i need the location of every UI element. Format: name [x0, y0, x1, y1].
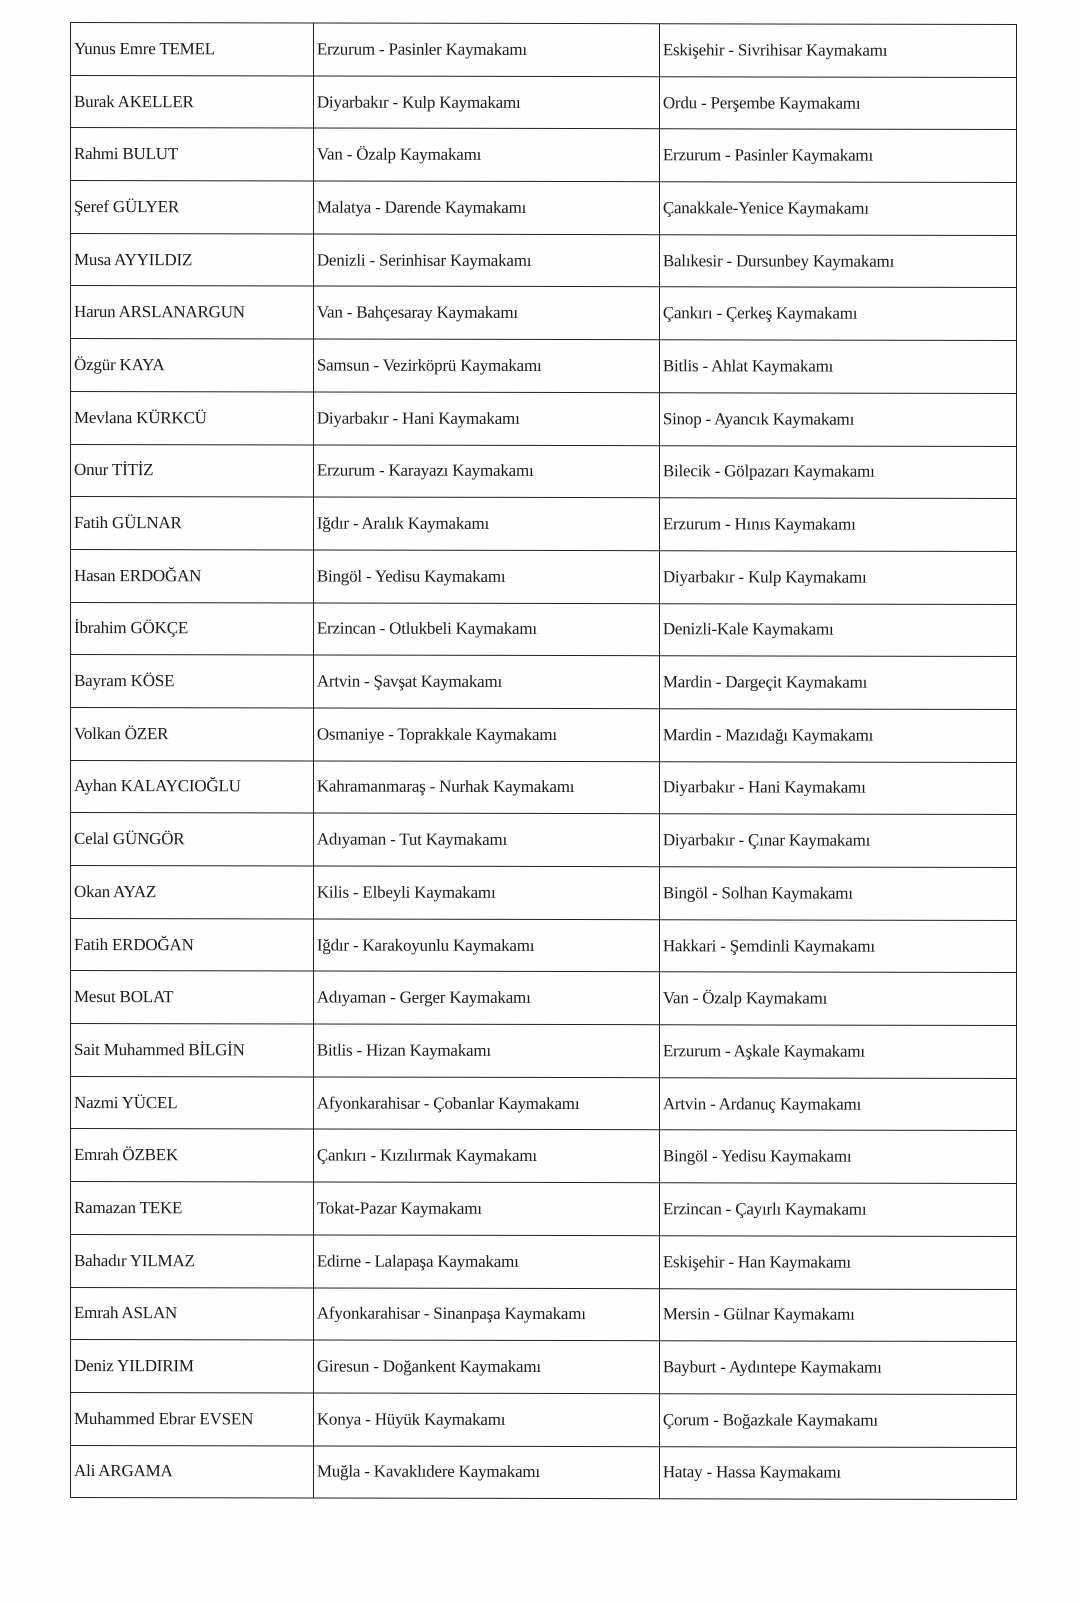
- table-row: [71, 286, 1017, 341]
- table-row: [71, 866, 1017, 921]
- new-post-cell: Diyarbakır - Hani Kaymakamı: [659, 761, 1016, 814]
- current-post-cell: Van - Özalp Kaymakamı: [313, 128, 659, 181]
- table-row: [71, 181, 1017, 236]
- new-post-cell: Erzurum - Pasinler Kaymakamı: [659, 129, 1016, 182]
- person-name-cell: Sait Muhammed BİLGİN: [71, 1024, 314, 1077]
- person-name-cell: Celal GÜNGÖR: [71, 813, 314, 866]
- person-name-cell: Harun ARSLANARGUN: [71, 286, 314, 339]
- new-post-cell: Mardin - Dargeçit Kaymakamı: [659, 656, 1016, 709]
- new-post-cell: Ordu - Perşembe Kaymakamı: [659, 76, 1016, 129]
- table-row: [71, 760, 1017, 815]
- current-post-cell: Giresun - Doğankent Kaymakamı: [313, 1340, 659, 1393]
- new-post-cell: Bingöl - Yedisu Kaymakamı: [659, 1130, 1016, 1183]
- person-name-cell: Bahadır YILMAZ: [71, 1234, 314, 1287]
- table-row: [71, 1182, 1017, 1237]
- person-name-cell: Ali ARGAMA: [71, 1445, 314, 1498]
- current-post-cell: Malatya - Darende Kaymakamı: [313, 181, 659, 234]
- table-row: [71, 391, 1017, 446]
- current-post-cell: Osmaniye - Toprakkale Kaymakamı: [313, 708, 659, 761]
- new-post-cell: Hatay - Hassa Kaymakamı: [659, 1446, 1016, 1499]
- table-row: [71, 23, 1017, 78]
- person-name-cell: Volkan ÖZER: [71, 707, 314, 760]
- person-name-cell: Hasan ERDOĞAN: [71, 549, 314, 602]
- table-row: [71, 1392, 1017, 1447]
- table-row: [71, 1234, 1017, 1289]
- person-name-cell: Rahmi BULUT: [71, 128, 314, 181]
- table-row: [71, 444, 1017, 499]
- new-post-cell: Çankırı - Çerkeş Kaymakamı: [659, 287, 1016, 340]
- person-name-cell: Onur TİTİZ: [71, 444, 314, 497]
- current-post-cell: Diyarbakır - Hani Kaymakamı: [313, 392, 659, 445]
- current-post-cell: Kahramanmaraş - Nurhak Kaymakamı: [313, 761, 659, 814]
- person-name-cell: Deniz YILDIRIM: [71, 1340, 314, 1393]
- person-name-cell: Mevlana KÜRKCÜ: [71, 391, 314, 444]
- current-post-cell: Konya - Hüyük Kaymakamı: [313, 1393, 659, 1446]
- new-post-cell: Hakkari - Şemdinli Kaymakamı: [659, 919, 1016, 972]
- new-post-cell: Denizli-Kale Kaymakamı: [659, 603, 1016, 656]
- current-post-cell: Artvin - Şavşat Kaymakamı: [313, 655, 659, 708]
- table-row: [71, 128, 1017, 183]
- person-name-cell: Bayram KÖSE: [71, 655, 314, 708]
- current-post-cell: Iğdır - Aralık Kaymakamı: [313, 497, 659, 550]
- current-post-cell: Afyonkarahisar - Sinanpaşa Kaymakamı: [313, 1288, 659, 1341]
- table-body: [71, 23, 1017, 1500]
- current-post-cell: Iğdır - Karakoyunlu Kaymakamı: [313, 919, 659, 972]
- new-post-cell: Eskişehir - Han Kaymakamı: [659, 1236, 1016, 1289]
- table-row: [71, 971, 1017, 1026]
- current-post-cell: Bitlis - Hizan Kaymakamı: [313, 1024, 659, 1077]
- new-post-cell: Bingöl - Solhan Kaymakamı: [659, 867, 1016, 920]
- current-post-cell: Afyonkarahisar - Çobanlar Kaymakamı: [313, 1077, 659, 1130]
- current-post-cell: Diyarbakır - Kulp Kaymakamı: [313, 76, 659, 129]
- person-name-cell: İbrahim GÖKÇE: [71, 602, 314, 655]
- person-name-cell: Emrah ASLAN: [71, 1287, 314, 1340]
- table-row: [71, 1129, 1017, 1184]
- person-name-cell: Yunus Emre TEMEL: [71, 23, 314, 76]
- new-post-cell: Artvin - Ardanuç Kaymakamı: [659, 1077, 1016, 1130]
- person-name-cell: Şeref GÜLYER: [71, 181, 314, 234]
- person-name-cell: Fatih GÜLNAR: [71, 497, 314, 550]
- new-post-cell: Erzurum - Hınıs Kaymakamı: [659, 498, 1016, 551]
- new-post-cell: Diyarbakır - Çınar Kaymakamı: [659, 814, 1016, 867]
- current-post-cell: Bingöl - Yedisu Kaymakamı: [313, 550, 659, 603]
- new-post-cell: Çanakkale-Yenice Kaymakamı: [659, 182, 1016, 235]
- table-row: [71, 1445, 1017, 1500]
- current-post-cell: Adıyaman - Tut Kaymakamı: [313, 813, 659, 866]
- new-post-cell: Çorum - Boğazkale Kaymakamı: [659, 1394, 1016, 1447]
- table-row: [71, 1287, 1017, 1342]
- new-post-cell: Bayburt - Aydıntepe Kaymakamı: [659, 1341, 1016, 1394]
- current-post-cell: Kilis - Elbeyli Kaymakamı: [313, 866, 659, 919]
- new-post-cell: Mersin - Gülnar Kaymakamı: [659, 1288, 1016, 1341]
- appointment-table: [70, 22, 1017, 1500]
- new-post-cell: Eskişehir - Sivrihisar Kaymakamı: [659, 24, 1016, 77]
- table-row: [71, 75, 1017, 130]
- new-post-cell: Van - Özalp Kaymakamı: [659, 972, 1016, 1025]
- table-row: [71, 1076, 1017, 1131]
- new-post-cell: Bilecik - Gölpazarı Kaymakamı: [659, 445, 1016, 498]
- person-name-cell: Musa AYYILDIZ: [71, 233, 314, 286]
- table-row: [71, 918, 1017, 973]
- person-name-cell: Ramazan TEKE: [71, 1182, 314, 1235]
- new-post-cell: Balıkesir - Dursunbey Kaymakamı: [659, 234, 1016, 287]
- current-post-cell: Muğla - Kavaklıdere Kaymakamı: [313, 1446, 659, 1499]
- new-post-cell: Bitlis - Ahlat Kaymakamı: [659, 340, 1016, 393]
- current-post-cell: Erzurum - Karayazı Kaymakamı: [313, 445, 659, 498]
- table-row: [71, 339, 1017, 394]
- table-row: [71, 1024, 1017, 1079]
- new-post-cell: Diyarbakır - Kulp Kaymakamı: [659, 551, 1016, 604]
- current-post-cell: Denizli - Serinhisar Kaymakamı: [313, 234, 659, 287]
- current-post-cell: Edirne - Lalapaşa Kaymakamı: [313, 1235, 659, 1288]
- table-row: [71, 707, 1017, 762]
- table-row: [71, 233, 1017, 288]
- person-name-cell: Okan AYAZ: [71, 866, 314, 919]
- new-post-cell: Mardin - Mazıdağı Kaymakamı: [659, 709, 1016, 762]
- new-post-cell: Sinop - Ayancık Kaymakamı: [659, 393, 1016, 446]
- person-name-cell: Muhammed Ebrar EVSEN: [71, 1392, 314, 1445]
- table-row: [71, 813, 1017, 868]
- table-row: [71, 549, 1017, 604]
- current-post-cell: Adıyaman - Gerger Kaymakamı: [313, 971, 659, 1024]
- new-post-cell: Erzincan - Çayırlı Kaymakamı: [659, 1183, 1016, 1236]
- table-row: [71, 602, 1017, 657]
- table-row: [71, 655, 1017, 710]
- person-name-cell: Ayhan KALAYCIOĞLU: [71, 760, 314, 813]
- current-post-cell: Çankırı - Kızılırmak Kaymakamı: [313, 1129, 659, 1182]
- table-row: [71, 497, 1017, 552]
- new-post-cell: Erzurum - Aşkale Kaymakamı: [659, 1025, 1016, 1078]
- current-post-cell: Van - Bahçesaray Kaymakamı: [313, 286, 659, 339]
- person-name-cell: Emrah ÖZBEK: [71, 1129, 314, 1182]
- person-name-cell: Nazmi YÜCEL: [71, 1076, 314, 1129]
- person-name-cell: Fatih ERDOĞAN: [71, 918, 314, 971]
- table-row: [71, 1340, 1017, 1395]
- person-name-cell: Burak AKELLER: [71, 75, 314, 128]
- current-post-cell: Tokat-Pazar Kaymakamı: [313, 1182, 659, 1235]
- current-post-cell: Erzurum - Pasinler Kaymakamı: [313, 23, 659, 76]
- person-name-cell: Mesut BOLAT: [71, 971, 314, 1024]
- current-post-cell: Samsun - Vezirköprü Kaymakamı: [313, 339, 659, 392]
- person-name-cell: Özgür KAYA: [71, 339, 314, 392]
- current-post-cell: Erzincan - Otlukbeli Kaymakamı: [313, 603, 659, 656]
